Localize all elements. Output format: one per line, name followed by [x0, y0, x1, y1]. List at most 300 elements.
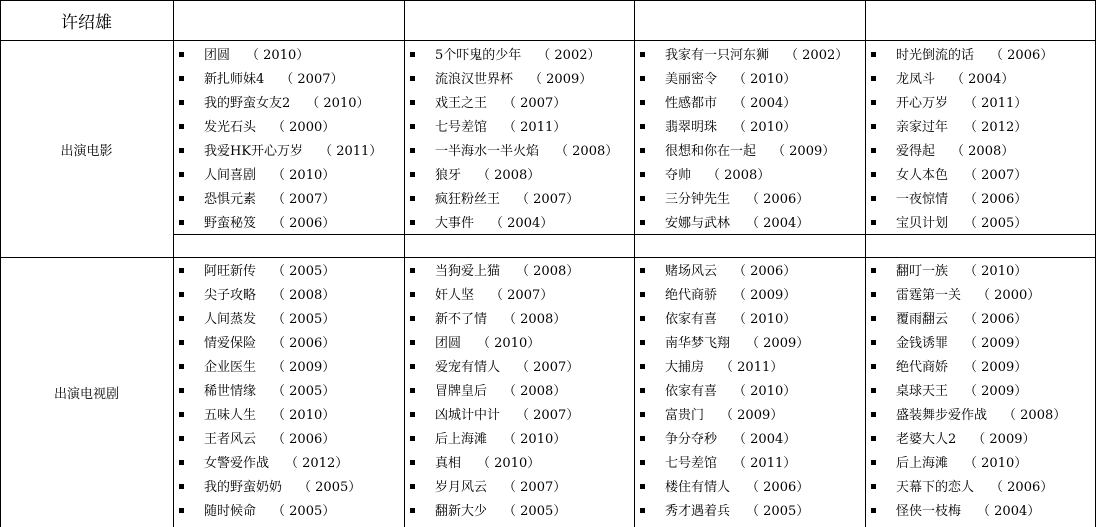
- work-title: 天幕下的恋人: [896, 480, 975, 495]
- list-item: [405, 332, 540, 356]
- list-item: [635, 308, 796, 332]
- work-year: （ 2008）: [555, 144, 619, 159]
- list-item: [866, 452, 1027, 476]
- list-item: [174, 356, 335, 380]
- work-year: （ 2004）: [746, 216, 810, 231]
- bullet-icon: [410, 340, 415, 345]
- work-year: （ 2007）: [280, 72, 344, 87]
- bullet-icon: [640, 268, 645, 273]
- bullet-icon: [871, 508, 876, 513]
- work-title: 大事件: [435, 216, 475, 231]
- work-title: 团圆: [204, 48, 231, 63]
- list-item: [635, 164, 770, 188]
- work-year: （ 2000）: [977, 288, 1041, 303]
- list-item: [174, 476, 361, 500]
- work-year: （ 2006）: [272, 432, 336, 447]
- list-item: [635, 116, 796, 140]
- work-title: 人间喜剧: [204, 168, 257, 183]
- bullet-icon: [410, 220, 415, 225]
- list-item: [174, 140, 382, 164]
- list-item: [405, 92, 566, 116]
- work-year: （ 2006）: [990, 48, 1054, 63]
- list-item: [866, 428, 1036, 452]
- bullet-icon: [179, 364, 184, 369]
- list-item: [866, 500, 1040, 524]
- work-title: 龙凤斗: [896, 72, 936, 87]
- work-title: 我家有一只河东狮: [665, 48, 770, 63]
- list-item: [866, 332, 1027, 356]
- list-item: [635, 44, 848, 68]
- work-title: 恐惧元素: [204, 192, 257, 207]
- bullet-icon: [871, 268, 876, 273]
- bullet-icon: [410, 76, 415, 81]
- list-item: [635, 188, 809, 212]
- work-year: （ 2008）: [707, 168, 771, 183]
- bullet-icon: [640, 76, 645, 81]
- work-title: 南华梦飞翔: [665, 336, 731, 351]
- bullet-icon: [179, 316, 184, 321]
- list-item: [174, 68, 344, 92]
- work-year: （ 2004）: [977, 504, 1041, 519]
- work-year: （ 2005）: [272, 312, 336, 327]
- list-item: [635, 404, 783, 428]
- work-title: 团圆: [435, 336, 462, 351]
- work-year: （ 2011）: [720, 360, 784, 375]
- list-item: [405, 356, 579, 380]
- work-title: 翻叮一族: [896, 264, 949, 279]
- work-year: （ 2005）: [746, 504, 810, 519]
- list-item: [866, 260, 1027, 284]
- work-year: （ 2008）: [516, 264, 580, 279]
- list-item: [866, 476, 1053, 500]
- work-title: 情爱保险: [204, 336, 257, 351]
- bullet-icon: [640, 100, 645, 105]
- bullet-icon: [871, 76, 876, 81]
- work-year: （ 2008）: [1003, 408, 1067, 423]
- bullet-icon: [410, 268, 415, 273]
- work-year: （ 2011）: [503, 120, 567, 135]
- bullet-icon: [179, 292, 184, 297]
- bullet-icon: [871, 292, 876, 297]
- list-item: [635, 140, 835, 164]
- bullet-icon: [179, 268, 184, 273]
- list-item: [635, 212, 809, 236]
- work-title: 凶城计中计: [435, 408, 501, 423]
- work-title: 一夜惊情: [896, 192, 949, 207]
- bullet-icon: [179, 388, 184, 393]
- work-title: 爱宠有情人: [435, 360, 501, 375]
- bullet-icon: [640, 316, 645, 321]
- work-title: 戏王之王: [435, 96, 488, 111]
- work-title: 我的野蛮奶奶: [204, 480, 283, 495]
- work-year: （ 2004）: [490, 216, 554, 231]
- work-title: 依家有喜: [665, 312, 718, 327]
- work-year: （ 2009）: [733, 288, 797, 303]
- work-year: （ 2000）: [272, 120, 336, 135]
- list-item: [635, 260, 796, 284]
- work-title: 依家有喜: [665, 384, 718, 399]
- work-year: （ 2006）: [733, 264, 797, 279]
- work-year: （ 2007）: [272, 192, 336, 207]
- bullet-icon: [179, 172, 184, 177]
- bullet-icon: [410, 52, 415, 57]
- bullet-icon: [871, 220, 876, 225]
- bullet-icon: [410, 484, 415, 489]
- list-item: [635, 428, 796, 452]
- list-item: [174, 284, 335, 308]
- work-title: 楼住有情人: [665, 480, 731, 495]
- work-title: 亲家过年: [896, 120, 949, 135]
- list-item: [866, 380, 1027, 404]
- work-title: 野蛮秘笈: [204, 216, 257, 231]
- work-year: （ 2004）: [951, 72, 1015, 87]
- bullet-icon: [640, 436, 645, 441]
- bullet-icon: [640, 508, 645, 513]
- work-title: 翻新大少: [435, 504, 488, 519]
- work-title: 女警爱作战: [204, 456, 270, 471]
- bullet-icon: [640, 364, 645, 369]
- section-label-movies: 出演电影: [60, 143, 113, 159]
- work-year: （ 2005）: [272, 504, 336, 519]
- work-year: （ 2010）: [733, 312, 797, 327]
- bullet-icon: [871, 436, 876, 441]
- bullet-icon: [871, 148, 876, 153]
- work-year: （ 2007）: [503, 480, 567, 495]
- work-title: 覆雨翻云: [896, 312, 949, 327]
- list-item: [405, 68, 592, 92]
- list-item: [174, 500, 335, 524]
- bullet-icon: [640, 484, 645, 489]
- work-year: （ 2007）: [516, 408, 580, 423]
- work-year: （ 2009）: [720, 408, 784, 423]
- work-title: 疯狂粉丝王: [435, 192, 501, 207]
- bullet-icon: [410, 460, 415, 465]
- list-item: [174, 188, 335, 212]
- list-item: [866, 284, 1040, 308]
- work-title: 后上海滩: [435, 432, 488, 447]
- list-item: [635, 380, 796, 404]
- work-title: 女人本色: [896, 168, 949, 183]
- list-item: [405, 260, 579, 284]
- work-title: 真相: [435, 456, 462, 471]
- bullet-icon: [871, 340, 876, 345]
- bullet-icon: [640, 292, 645, 297]
- bullet-icon: [179, 220, 184, 225]
- work-title: 老婆大人2: [896, 432, 957, 447]
- work-title: 冒牌皇后: [435, 384, 488, 399]
- bullet-icon: [179, 196, 184, 201]
- list-item: [405, 452, 540, 476]
- work-title: 金钱诱罪: [896, 336, 949, 351]
- list-item: [174, 212, 335, 236]
- work-title: 后上海滩: [896, 456, 949, 471]
- work-year: （ 2005）: [298, 480, 362, 495]
- work-title: 七号差馆: [665, 456, 718, 471]
- list-item: [405, 188, 579, 212]
- work-year: （ 2009）: [272, 360, 336, 375]
- list-item: [635, 332, 809, 356]
- list-item: [405, 164, 540, 188]
- work-year: （ 2009）: [964, 336, 1028, 351]
- bullet-icon: [871, 52, 876, 57]
- work-year: （ 2010）: [246, 48, 310, 63]
- bullet-icon: [179, 340, 184, 345]
- work-title: 绝代商娇: [896, 360, 949, 375]
- work-title: 开心万岁: [896, 96, 949, 111]
- work-title: 五味人生: [204, 408, 257, 423]
- bullet-icon: [871, 100, 876, 105]
- list-item: [174, 452, 348, 476]
- work-year: （ 2006）: [964, 312, 1028, 327]
- work-year: （ 2007）: [503, 96, 567, 111]
- work-title: 赌场风云: [665, 264, 718, 279]
- work-year: （ 2006）: [272, 216, 336, 231]
- work-title: 尖子攻略: [204, 288, 257, 303]
- list-item: [174, 404, 335, 428]
- list-item: [635, 476, 809, 500]
- work-title: 岁月风云: [435, 480, 488, 495]
- bullet-icon: [640, 148, 645, 153]
- work-title: 七号差馆: [435, 120, 488, 135]
- list-item: [866, 356, 1027, 380]
- work-year: （ 2006）: [746, 192, 810, 207]
- list-item: [405, 116, 566, 140]
- work-title: 翡翠明珠: [665, 120, 718, 135]
- work-year: （ 2010）: [503, 432, 567, 447]
- list-item: [866, 140, 1014, 164]
- bullet-icon: [410, 388, 415, 393]
- bullet-icon: [410, 412, 415, 417]
- list-item: [174, 164, 335, 188]
- section-label-tv: 出演电视剧: [53, 387, 119, 402]
- work-title: 三分钟先生: [665, 192, 731, 207]
- bullet-icon: [871, 124, 876, 129]
- work-year: （ 2006）: [990, 480, 1054, 495]
- work-title: 时光倒流的话: [896, 48, 975, 63]
- work-year: （ 2006）: [964, 192, 1028, 207]
- work-year: （ 2010）: [477, 456, 541, 471]
- list-item: [866, 212, 1027, 236]
- bullet-icon: [410, 508, 415, 513]
- list-item: [174, 260, 335, 284]
- work-year: （ 2005）: [272, 384, 336, 399]
- work-title: 流浪汉世界杯: [435, 72, 514, 87]
- work-title: 夺帅: [665, 168, 692, 183]
- bullet-icon: [410, 196, 415, 201]
- bullet-icon: [179, 508, 184, 513]
- work-title: 随时候命: [204, 504, 257, 519]
- bullet-icon: [871, 196, 876, 201]
- work-year: （ 2010）: [733, 72, 797, 87]
- work-year: （ 2007）: [516, 192, 580, 207]
- list-item: [866, 44, 1053, 68]
- list-item: [635, 68, 796, 92]
- person-name-header: 许绍雄: [61, 12, 112, 33]
- bullet-icon: [179, 412, 184, 417]
- list-item: [635, 284, 796, 308]
- bullet-icon: [640, 220, 645, 225]
- work-title: 美丽密令: [665, 72, 718, 87]
- bullet-icon: [871, 316, 876, 321]
- work-year: （ 2008）: [477, 168, 541, 183]
- list-item: [866, 164, 1027, 188]
- work-year: （ 2010）: [272, 408, 336, 423]
- bullet-icon: [871, 412, 876, 417]
- bullet-icon: [410, 292, 415, 297]
- list-item: [174, 380, 335, 404]
- work-year: （ 2010）: [964, 264, 1028, 279]
- list-item: [405, 404, 579, 428]
- work-year: （ 2011）: [319, 144, 383, 159]
- list-item: [635, 500, 809, 524]
- work-title: 爱得起: [896, 144, 936, 159]
- bullet-icon: [640, 388, 645, 393]
- work-title: 5个吓鬼的少年: [435, 48, 522, 63]
- list-item: [405, 428, 566, 452]
- work-year: （ 2012）: [285, 456, 349, 471]
- work-year: （ 2008）: [951, 144, 1015, 159]
- list-item: [405, 500, 566, 524]
- work-title: 性感都市: [665, 96, 718, 111]
- work-year: （ 2002）: [785, 48, 849, 63]
- work-year: （ 2007）: [964, 168, 1028, 183]
- work-year: （ 2010）: [964, 456, 1028, 471]
- work-title: 发光石头: [204, 120, 257, 135]
- list-item: [174, 116, 335, 140]
- work-year: （ 2006）: [272, 336, 336, 351]
- work-year: （ 2009）: [746, 336, 810, 351]
- bullet-icon: [410, 316, 415, 321]
- work-year: （ 2010）: [477, 336, 541, 351]
- work-year: （ 2010）: [733, 384, 797, 399]
- bullet-icon: [179, 460, 184, 465]
- work-title: 狼牙: [435, 168, 462, 183]
- list-item: [635, 356, 783, 380]
- work-year: （ 2009）: [972, 432, 1036, 447]
- work-year: （ 2005）: [964, 216, 1028, 231]
- list-item: [405, 476, 566, 500]
- work-title: 奸人坚: [435, 288, 475, 303]
- list-item: [174, 332, 335, 356]
- bullet-icon: [871, 388, 876, 393]
- bullet-icon: [871, 172, 876, 177]
- work-title: 盛装舞步爱作战: [896, 408, 988, 423]
- bullet-icon: [640, 52, 645, 57]
- work-title: 当狗爱上猫: [435, 264, 501, 279]
- bullet-icon: [640, 340, 645, 345]
- bullet-icon: [179, 100, 184, 105]
- work-year: （ 2008）: [503, 312, 567, 327]
- bullet-icon: [640, 412, 645, 417]
- work-year: （ 2009）: [964, 384, 1028, 399]
- work-year: （ 2011）: [733, 456, 797, 471]
- work-year: （ 2007）: [516, 360, 580, 375]
- work-year: （ 2009）: [964, 360, 1028, 375]
- work-title: 我的野蛮女友2: [204, 96, 291, 111]
- bullet-icon: [179, 76, 184, 81]
- list-item: [174, 92, 370, 116]
- work-title: 富贵门: [665, 408, 705, 423]
- bullet-icon: [410, 364, 415, 369]
- work-year: （ 2002）: [537, 48, 601, 63]
- work-year: （ 2004）: [733, 432, 797, 447]
- work-year: （ 2005）: [272, 264, 336, 279]
- bullet-icon: [871, 484, 876, 489]
- work-title: 新不了情: [435, 312, 488, 327]
- work-title: 大捕房: [665, 360, 705, 375]
- bullet-icon: [410, 172, 415, 177]
- work-year: （ 2008）: [503, 384, 567, 399]
- work-title: 新扎师妹4: [204, 72, 265, 87]
- work-title: 宝贝计划: [896, 216, 949, 231]
- list-item: [405, 308, 566, 332]
- list-item: [866, 68, 1014, 92]
- list-item: [405, 380, 566, 404]
- list-item: [866, 404, 1066, 428]
- work-year: （ 2009）: [529, 72, 593, 87]
- bullet-icon: [871, 364, 876, 369]
- list-item: [866, 308, 1027, 332]
- work-title: 怪侠一枝梅: [896, 504, 962, 519]
- work-title: 企业医生: [204, 360, 257, 375]
- work-year: （ 2010）: [733, 120, 797, 135]
- work-year: （ 2004）: [733, 96, 797, 111]
- list-item: [405, 140, 618, 164]
- list-item: [174, 428, 335, 452]
- list-item: [174, 308, 335, 332]
- work-title: 阿旺新传: [204, 264, 257, 279]
- bullet-icon: [640, 196, 645, 201]
- list-item: [405, 212, 553, 236]
- work-title: 王者风云: [204, 432, 257, 447]
- work-year: （ 2010）: [272, 168, 336, 183]
- work-title: 争分夺秒: [665, 432, 718, 447]
- bullet-icon: [410, 436, 415, 441]
- bullet-icon: [871, 460, 876, 465]
- work-title: 稀世情缘: [204, 384, 257, 399]
- bullet-icon: [179, 52, 184, 57]
- list-item: [866, 188, 1027, 212]
- work-year: （ 2005）: [503, 504, 567, 519]
- bullet-icon: [179, 436, 184, 441]
- list-item: [635, 92, 796, 116]
- work-title: 秀才遇着兵: [665, 504, 731, 519]
- work-title: 很想和你在一起: [665, 144, 757, 159]
- work-title: 雷霆第一关: [896, 288, 962, 303]
- bullet-icon: [640, 460, 645, 465]
- list-item: [405, 284, 553, 308]
- work-title: 我爱HK开心万岁: [204, 144, 304, 159]
- work-year: （ 2010）: [306, 96, 370, 111]
- work-title: 人间蒸发: [204, 312, 257, 327]
- work-year: （ 2012）: [964, 120, 1028, 135]
- bullet-icon: [179, 124, 184, 129]
- work-year: （ 2007）: [490, 288, 554, 303]
- list-item: [174, 44, 309, 68]
- bullet-icon: [640, 124, 645, 129]
- bullet-icon: [410, 124, 415, 129]
- list-item: [405, 44, 601, 68]
- work-year: （ 2009）: [772, 144, 836, 159]
- work-year: （ 2006）: [746, 480, 810, 495]
- work-title: 桌球天王: [896, 384, 949, 399]
- work-title: 绝代商骄: [665, 288, 718, 303]
- list-item: [866, 116, 1027, 140]
- bullet-icon: [179, 484, 184, 489]
- bullet-icon: [410, 100, 415, 105]
- work-year: （ 2011）: [964, 96, 1028, 111]
- work-year: （ 2008）: [272, 288, 336, 303]
